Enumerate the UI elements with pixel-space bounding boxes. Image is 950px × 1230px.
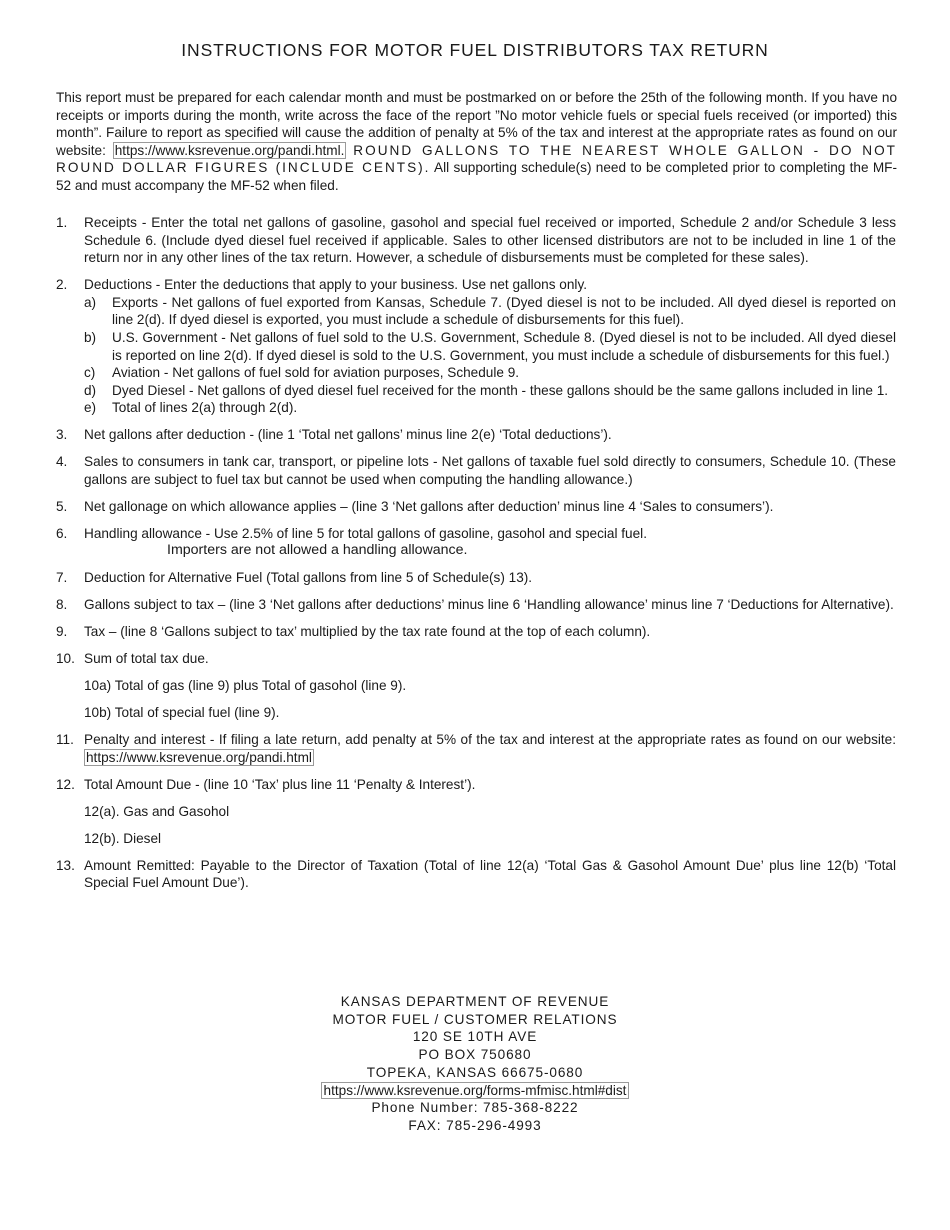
instruction-item <box>56 214 896 267</box>
sub-item <box>84 364 896 382</box>
item-number: 13. <box>56 857 75 873</box>
sub-item <box>84 294 896 329</box>
item-number: 8. <box>56 597 68 613</box>
item-number: 10. <box>56 651 75 667</box>
sub-item-label: c) <box>84 365 96 381</box>
item-number: 11. <box>56 732 74 748</box>
item-number: 4. <box>56 454 68 470</box>
instruction-item <box>56 596 896 614</box>
item-text: Tax – (line 8 ‘Gallons subject to tax’ multiplied by the tax rate found at the top of each column). <box>84 624 651 640</box>
city-state-zip: TOPEKA, KANSAS 66675-0680 <box>366 1064 584 1080</box>
item-number: 3. <box>56 427 68 443</box>
sub-item <box>84 329 896 364</box>
item-text: Net gallons after deduction - (line 1 ‘Total net gallons’ minus line 2(e) ‘Total deductions’). <box>84 427 612 443</box>
division-name: MOTOR FUEL / CUSTOMER RELATIONS <box>332 1011 618 1027</box>
intro-paragraph <box>56 89 897 195</box>
instruction-item <box>56 498 896 516</box>
instruction-item <box>56 453 896 488</box>
sub-item-text: Dyed Diesel - Net gallons of dyed diesel fuel received for the month - these gallons should be the same gallons included in line 1. <box>112 382 889 398</box>
item-text: Net gallonage on which allowance applies – (line 3 ‘Net gallons after deduction’ minus line 4 ‘Sales to consumers’). <box>84 498 774 514</box>
department-name: KANSAS DEPARTMENT OF REVENUE <box>340 994 610 1009</box>
forms-link[interactable]: https://www.ksrevenue.org/forms-mfmisc.html#dist <box>321 1082 630 1099</box>
item-note: Importers are not allowed a handling allowance. <box>167 542 468 559</box>
item-number: 5. <box>56 498 68 514</box>
po-box: PO BOX 750680 <box>418 1047 532 1063</box>
instruction-item <box>56 623 896 641</box>
rounding-note: ROUND GALLONS TO THE NEAREST WHOLE GALLON - DO NOT ROUND DOLLAR FIGURES (INCLUDE CENTS). <box>56 142 897 176</box>
instruction-list <box>56 214 896 901</box>
sub-list <box>84 294 896 417</box>
sub-item-label: b) <box>84 329 97 345</box>
intro-text-2: All supporting schedule(s) need to be completed prior to completing the MF-52 and must accompany the MF-52 when filed. <box>56 160 897 193</box>
item-text: Sum of total tax due. <box>84 651 209 667</box>
sub-item-label: d) <box>84 382 97 398</box>
item-text: Gallons subject to tax – (line 3 ‘Net gallons after deductions’ minus line 6 ‘Handling allowance’ minus line 7 ‘Deductions for Alternative). <box>84 597 894 613</box>
item-number: 7. <box>56 570 68 586</box>
item-text: Receipts - Enter the total net gallons of gasoline, gasohol and special fuel received or imported, Schedule 2 and/or Schedule 3 less Schedule 6. (Include dyed diesel fuel received if applicable. Sales to other licensed distributors are not to be included in line 1 of the return nor in any other lines of the tax return. However, a schedule of disbursements must be completed for these sales). <box>84 215 896 266</box>
sub-line: 12(a). Gas and Gasohol <box>84 803 230 819</box>
sub-item-text: Aviation - Net gallons of fuel sold for aviation purposes, Schedule 9. <box>112 365 520 381</box>
sub-item-label: e) <box>84 400 97 416</box>
instruction-item <box>56 569 896 587</box>
instruction-item <box>56 276 896 417</box>
sub-item-text: Total of lines 2(a) through 2(d). <box>112 400 298 416</box>
street-address: 120 SE 10TH AVE <box>412 1029 538 1045</box>
item-text: Penalty and interest - If filing a late return, add penalty at 5% of the tax and interest at the appropriate rates as found on our website: <box>84 732 896 748</box>
sub-line: 12(b). Diesel <box>84 830 162 846</box>
page-title: INSTRUCTIONS FOR MOTOR FUEL DISTRIBUTORS TAX RETURN <box>181 40 769 60</box>
sub-item <box>84 382 896 400</box>
item-number: 1. <box>56 215 68 230</box>
item-text: Sales to consumers in tank car, transport, or pipeline lots - Net gallons of taxable fuel sold directly to consumers, Schedule 10. (These gallons are subject to fuel tax but cannot be used when computing the handling allowance.) <box>84 454 896 487</box>
sub-item-label: a) <box>84 294 97 310</box>
item-text: Amount Remitted: Payable to the Director of Taxation (Total of line 12(a) ‘Total Gas & Gasohol Amount Due’ plus line 12(b) ‘Total Special Fuel Amount Due’). <box>84 857 896 891</box>
instruction-item <box>56 650 896 722</box>
phone-number: Phone Number: 785-368-8222 <box>371 1100 579 1116</box>
instruction-item <box>56 426 896 444</box>
sub-line: 10b) Total of special fuel (line 9). <box>84 705 280 721</box>
address-block <box>0 993 950 1135</box>
pandi-link[interactable]: https://www.ksrevenue.org/pandi.html. <box>114 142 345 158</box>
intro-text: This report must be prepared for each calendar month and must be postmarked on or before the 25th of the following month. If you have no receipts or imports during the month, write across the face of the report ”No motor vehicle fuels or special fuels received (or imported) this month”. Failure to report as specified will cause the addition of penalty at 5% of the tax and interest at the appropriate rates as found on our website: <box>56 90 897 158</box>
instruction-item <box>56 731 896 766</box>
item-number: 9. <box>56 624 68 640</box>
item-number: 6. <box>56 525 68 541</box>
instruction-item <box>56 525 896 560</box>
sub-item-text: Exports - Net gallons of fuel exported from Kansas, Schedule 7. (Dyed diesel is not to be included. All dyed diesel is reported on line 2(d). If dyed diesel is exported, you must include a schedule of disbursements for this fuel). <box>112 294 896 328</box>
sub-item-text: U.S. Government - Net gallons of fuel sold to the U.S. Government, Schedule 8. (Dyed diesel is not to be included. All dyed diesel is reported on line 2(d). If dyed diesel is sold to the U.S. Government, you must include a schedule of disbursements for this fuel.) <box>112 329 896 363</box>
item-number: 12. <box>56 776 75 792</box>
instruction-item <box>56 857 896 892</box>
item-text: Deduction for Alternative Fuel (Total gallons from line 5 of Schedule(s) 13). <box>84 570 533 586</box>
item-text: Handling allowance - Use 2.5% of line 5 for total gallons of gasoline, gasohol and special fuel. <box>84 525 647 541</box>
instruction-item <box>56 776 896 848</box>
item-number: 2. <box>56 277 68 293</box>
pandi-link[interactable]: https://www.ksrevenue.org/pandi.html <box>86 749 312 765</box>
fax-number: FAX: 785-296-4993 <box>408 1117 542 1133</box>
item-text: Deductions - Enter the deductions that apply to your business. Use net gallons only. <box>84 277 588 293</box>
sub-item <box>84 399 896 417</box>
sub-line: 10a) Total of gas (line 9) plus Total of gasohol (line 9). <box>84 678 407 694</box>
item-text: Total Amount Due - (line 10 ‘Tax’ plus line 11 ‘Penalty & Interest’). <box>84 776 476 792</box>
